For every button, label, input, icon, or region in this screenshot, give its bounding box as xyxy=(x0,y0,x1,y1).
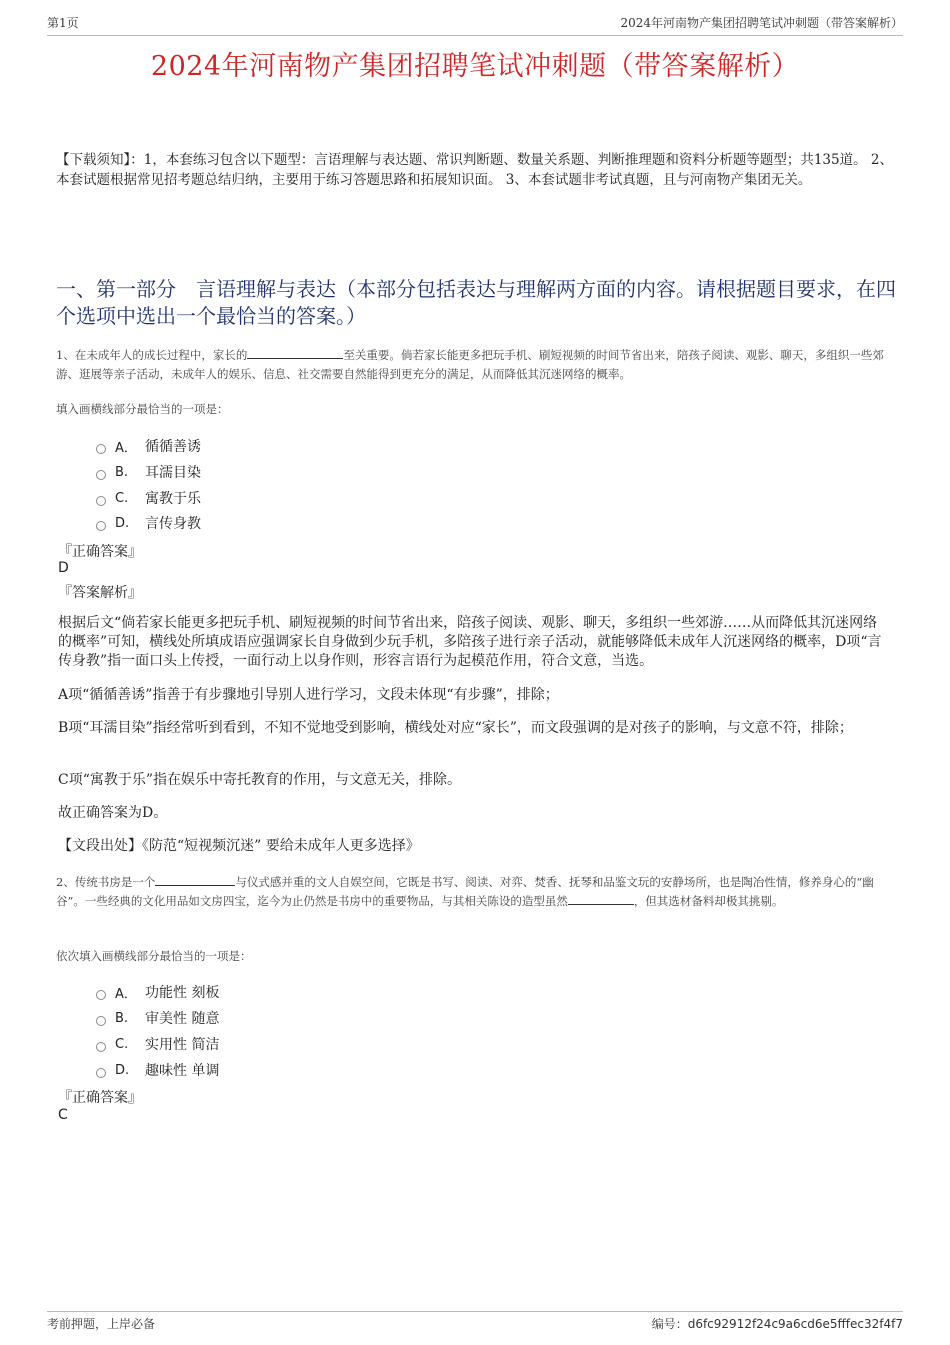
question-2-option-a[interactable]: A． 功能性 刻板 xyxy=(96,982,219,1002)
question-2-option-b[interactable]: B. 审美性 随意 xyxy=(96,1008,219,1028)
question-1-text-a: 1、在未成年人的成长过程中，家长的 xyxy=(56,348,248,362)
answer-blank xyxy=(568,892,634,905)
answer-blank xyxy=(155,873,235,886)
section-heading: 一、第一部分 言语理解与表达（本部分包括表达与理解两方面的内容。请根据题目要求，在四个选项中选出一个最恰当的答案。） xyxy=(56,277,896,328)
radio-icon[interactable] xyxy=(96,496,106,506)
analysis-paragraph: 故正确答案为D。 xyxy=(58,805,168,821)
radio-icon[interactable] xyxy=(96,1042,106,1052)
answer-value: D xyxy=(58,560,69,576)
question-1-text-b: 至关重要。倘若家长能更多把玩手机、刷短视频的时间节省出来，陪孩子阅读、观影、聊天，多组织一些郊游、逛展等亲子活动，未成年人的娱乐、信息、社交需要自然能得到更充分的满足，从而降低其沉迷网络的概率。 xyxy=(56,348,884,381)
question-1-option-c[interactable]: C. 寓教于乐 xyxy=(96,488,201,508)
page-header xyxy=(47,14,903,36)
page-number: 第1页 xyxy=(47,16,79,30)
radio-icon[interactable] xyxy=(96,521,106,531)
answer-label: 『正确答案』 xyxy=(58,544,142,560)
question-2-option-d[interactable]: D. 趣味性 单调 xyxy=(96,1060,219,1080)
footer-serial: 编号：d6fc92912f24c9a6cd6e5fffec32f4f7 xyxy=(651,1317,903,1331)
analysis-label: 『答案解析』 xyxy=(58,585,142,601)
radio-icon[interactable] xyxy=(96,990,106,1000)
question-1-prompt: 填入画横线部分最恰当的一项是： xyxy=(56,402,229,416)
radio-icon[interactable] xyxy=(96,1016,106,1026)
radio-icon[interactable] xyxy=(96,444,106,454)
question-2-text-c: ，但其选材备料却极其挑剔。 xyxy=(633,894,784,908)
answer-value: C xyxy=(58,1107,68,1123)
radio-icon[interactable] xyxy=(96,1068,106,1078)
question-2-text-a: 2、传统书房是一个 xyxy=(56,875,156,889)
header-doc-title: 2024年河南物产集团招聘笔试冲刺题（带答案解析） xyxy=(620,16,903,30)
footer-slogan: 考前押题，上岸必备 xyxy=(47,1317,156,1331)
question-2-text-b: 与仪式感并重的文人自娱空间，它既是书写、阅读、对弈、焚香、抚琴和品鉴文玩的安静场所，也是陶冶性情，修养身心的“幽谷”。一些经典的文化用品如文房四宝，迄今为止仍然是书房中的重要物品，与其相关陈设的造型虽然 xyxy=(56,875,874,908)
question-2-text xyxy=(56,873,894,911)
answer-label: 『正确答案』 xyxy=(58,1090,142,1106)
document-title: 2024年河南物产集团招聘笔试冲刺题（带答案解析） xyxy=(150,51,800,82)
analysis-paragraph: B项“耳濡目染”指经常听到看到，不知不觉地受到影响，横线处对应“家长”，而文段强调的是对孩子的影响，与文意不符，排除； xyxy=(58,720,853,736)
question-1-text xyxy=(56,346,894,384)
analysis-paragraph: C项“寓教于乐”指在娱乐中寄托教育的作用，与文意无关，排除。 xyxy=(58,772,462,788)
source-citation: 【文段出处】《防范“短视频沉迷” 要给未成年人更多选择》 xyxy=(58,838,420,854)
question-1-option-b[interactable]: B. 耳濡目染 xyxy=(96,462,201,482)
analysis-paragraph: 根据后文“倘若家长能更多把玩手机、刷短视频的时间节省出来，陪孩子阅读、观影、聊天，多组织一些郊游……从而降低其沉迷网络的概率”可知，横线处所填成语应强调家长自身做到少玩手机，多陪孩子进行亲子活动，就能够降低未成年人沉迷网络的概率，D项“言传身教”指一面口头上传授，一面行动上以身作则，形容言语行为起模范作用，符合文意，当选。 xyxy=(58,615,882,669)
question-1-option-d[interactable]: D. 言传身教 xyxy=(96,513,201,533)
page-footer xyxy=(47,1311,903,1332)
question-1-option-a[interactable]: A． 循循善诱 xyxy=(96,436,201,456)
question-2-option-c[interactable]: C. 实用性 简洁 xyxy=(96,1034,219,1054)
analysis-paragraph: A项“循循善诱”指善于有步骤地引导别人进行学习，文段未体现“有步骤”，排除； xyxy=(58,687,559,703)
question-2-prompt: 依次填入画横线部分最恰当的一项是： xyxy=(56,949,252,963)
download-notice: 【下载须知】：1，本套练习包含以下题型：言语理解与表达题、常识判断题、数量关系题、判断推理题和资料分析题等题型；共135道。 2、本套试题根据常见招考题总结归纳，主要用于练习答题思路和拓展知识面。 3、本套试题非考试真题，且与河南物产集团无关。 xyxy=(56,152,893,188)
radio-icon[interactable] xyxy=(96,470,106,480)
answer-blank xyxy=(247,346,343,359)
